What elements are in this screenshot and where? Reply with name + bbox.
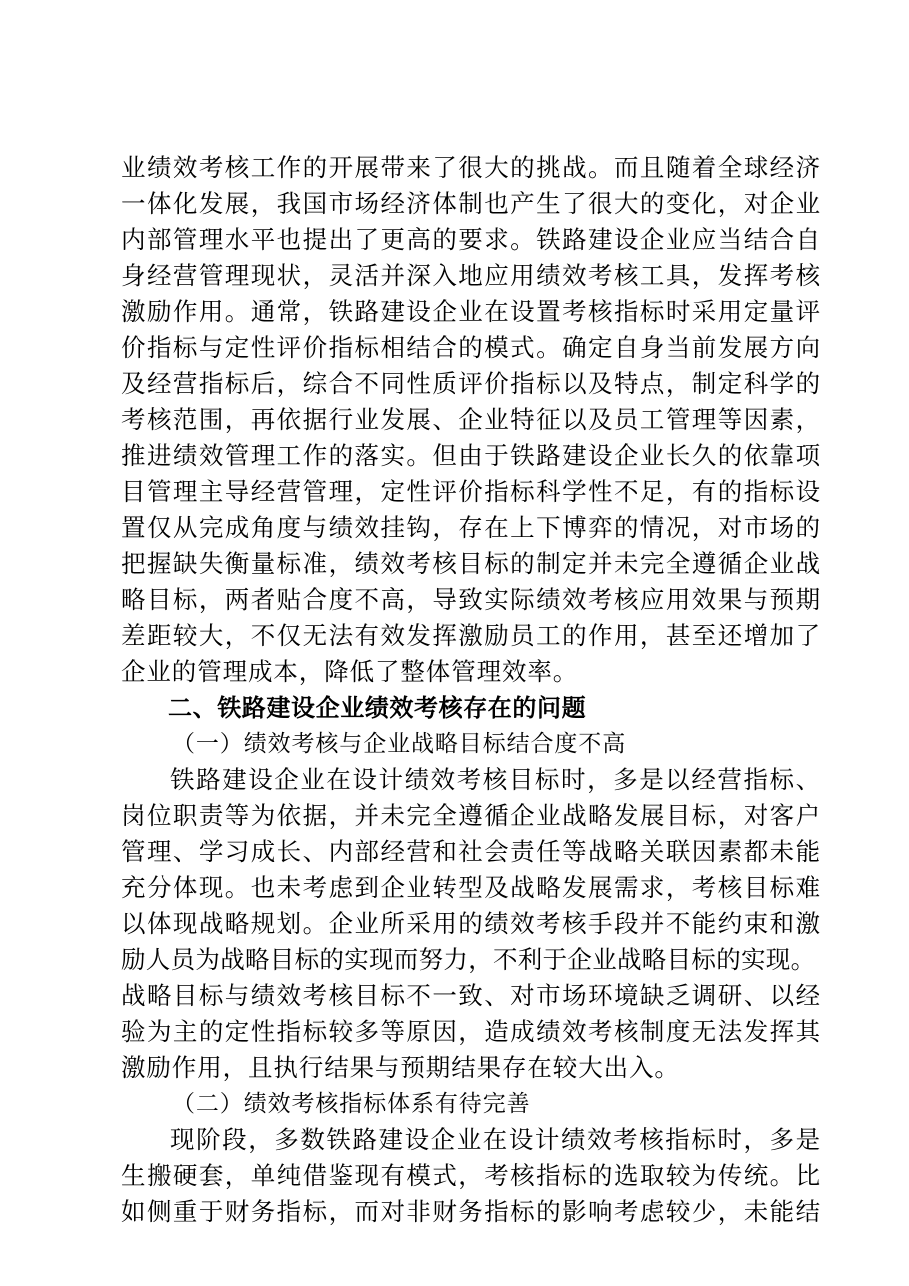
paragraph-line: 推进绩效管理工作的落实。但由于铁路建设企业长久的依靠项: [121, 441, 821, 470]
paragraph-line: 岗位职责等为依据，并未完全遵循企业战略发展目标，对客户: [121, 801, 821, 830]
paragraph-line: 管理、学习成长、内部经营和社会责任等战略关联因素都未能: [121, 837, 821, 866]
paragraph-line: 及经营指标后，综合不同性质评价指标以及特点，制定科学的: [121, 369, 821, 398]
section-heading: 二、铁路建设企业绩效考核存在的问题: [168, 694, 587, 722]
subsection-heading: （二）绩效考核指标体系有待完善: [172, 1091, 531, 1117]
paragraph-line: 铁路建设企业在设计绩效考核目标时，多是以经营指标、: [170, 765, 821, 794]
paragraph-line: 现阶段，多数铁路建设企业在设计绩效考核指标时，多是: [170, 1125, 821, 1154]
paragraph-line: 激励作用，且执行结果与预期结果存在较大出入。: [121, 1053, 680, 1082]
paragraph-line: 充分体现。也未考虑到企业转型及战略发展需求，考核目标难: [121, 873, 821, 902]
subsection-heading: （一）绩效考核与企业战略目标结合度不高: [172, 731, 627, 757]
paragraph-line: 企业的管理成本，降低了整体管理效率。: [121, 657, 579, 686]
paragraph-line: 考核范围，再依据行业发展、企业特征以及员工管理等因素，: [121, 405, 821, 434]
paragraph-line: 把握缺失衡量标准，绩效考核目标的制定并未完全遵循企业战: [121, 549, 821, 578]
paragraph-line: 一体化发展，我国市场经济体制也产生了很大的变化，对企业: [121, 189, 821, 218]
paragraph-line: 激励作用。通常，铁路建设企业在设置考核指标时采用定量评: [121, 297, 821, 326]
paragraph-line: 如侧重于财务指标，而对非财务指标的影响考虑较少，未能结: [121, 1197, 821, 1226]
paragraph-line: 目管理主导经营管理，定性评价指标科学性不足，有的指标设: [121, 477, 821, 506]
paragraph-line: 生搬硬套，单纯借鉴现有模式，考核指标的选取较为传统。比: [121, 1161, 821, 1190]
paragraph-line: 差距较大，不仅无法有效发挥激励员工的作用，甚至还增加了: [121, 621, 821, 650]
paragraph-line: 内部管理水平也提出了更高的要求。铁路建设企业应当结合自: [121, 225, 821, 254]
paragraph-line: 略目标，两者贴合度不高，导致实际绩效考核应用效果与预期: [121, 585, 821, 614]
paragraph-line: 业绩效考核工作的开展带来了很大的挑战。而且随着全球经济: [121, 153, 821, 182]
paragraph-line: 战略目标与绩效考核目标不一致、对市场环境缺乏调研、以经: [121, 981, 821, 1010]
paragraph-line: 以体现战略规划。企业所采用的绩效考核手段并不能约束和激: [121, 909, 821, 938]
paragraph-line: 验为主的定性指标较多等原因，造成绩效考核制度无法发挥其: [121, 1017, 821, 1046]
paragraph-line: 励人员为战略目标的实现而努力，不利于企业战略目标的实现。: [121, 945, 816, 974]
paragraph-line: 身经营管理现状，灵活并深入地应用绩效考核工具，发挥考核: [121, 261, 821, 290]
paragraph-line: 置仅从完成角度与绩效挂钩，存在上下博弈的情况，对市场的: [121, 513, 821, 542]
paragraph-line: 价指标与定性评价指标相结合的模式。确定自身当前发展方向: [121, 333, 821, 362]
